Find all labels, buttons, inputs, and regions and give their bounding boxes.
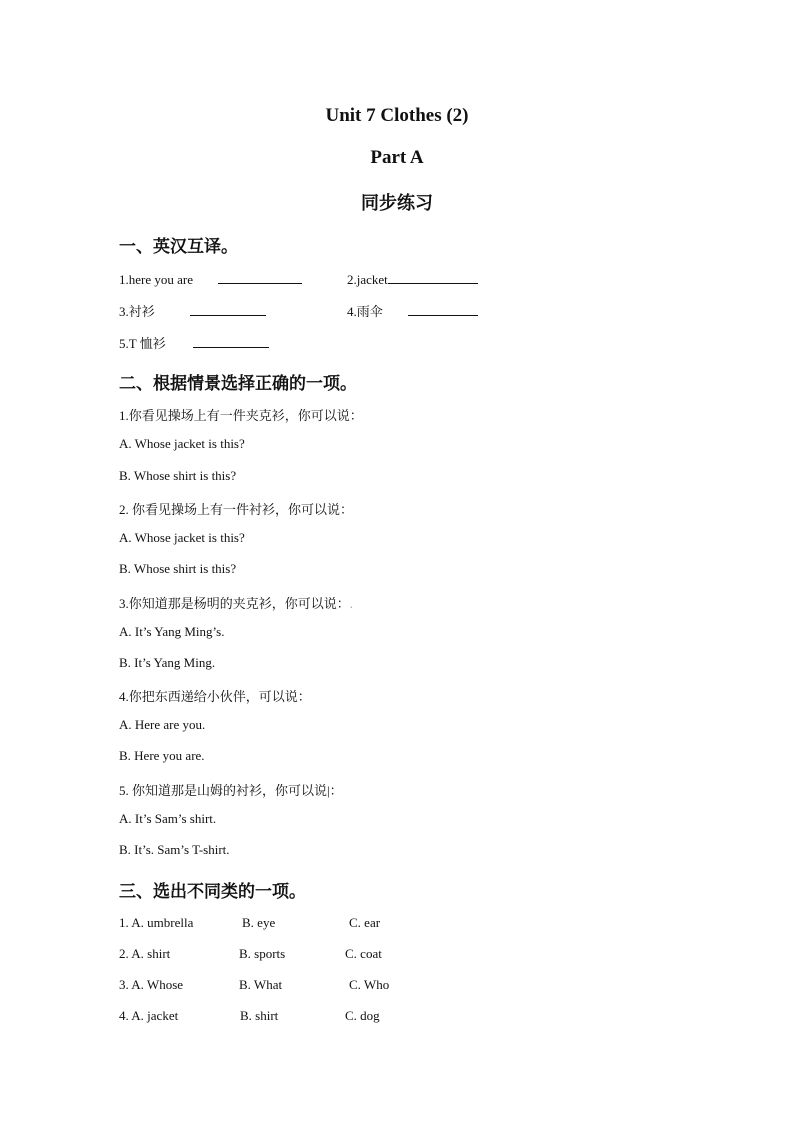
- subtitle: 同步练习: [361, 193, 433, 214]
- s2-option-2a[interactable]: A. Whose jacket is this?: [119, 530, 245, 545]
- s1-item-4: [347, 301, 478, 320]
- s1-item-5: [119, 333, 269, 352]
- s2-option-1b[interactable]: B. Whose shirt is this?: [119, 468, 237, 483]
- answer-blank[interactable]: [193, 334, 269, 348]
- answer-blank[interactable]: [408, 302, 478, 316]
- s1-item-3-label: 3.衬衫: [119, 304, 155, 319]
- section3-heading: 三、选出不同类的一项。: [119, 882, 306, 902]
- answer-blank[interactable]: [388, 270, 478, 284]
- s3-row-2-b[interactable]: B. sports: [239, 946, 286, 961]
- s3-row-2-c[interactable]: C. coat: [345, 946, 382, 961]
- s1-item-1: [119, 270, 302, 288]
- section2-heading: 二、根据情景选择正确的一项。: [119, 374, 357, 394]
- section1-heading: 一、英汉互译。: [119, 237, 238, 257]
- s1-item-4-label: 4.雨伞: [347, 304, 383, 319]
- s1-item-2: [347, 270, 478, 288]
- page-title: Unit 7 Clothes (2): [325, 105, 469, 126]
- s2-option-1a[interactable]: A. Whose jacket is this?: [119, 436, 245, 451]
- s1-item-1-label: 1.here you are: [119, 272, 193, 287]
- s2-question-3: [119, 593, 353, 612]
- s2-option-5b[interactable]: B. It’s. Sam’s T-shirt.: [119, 842, 230, 857]
- s3-row-4-a[interactable]: 4. A. jacket: [119, 1008, 179, 1023]
- s2-option-3b[interactable]: B. It’s Yang Ming.: [119, 655, 216, 670]
- s3-row-4-c[interactable]: C. dog: [345, 1008, 380, 1023]
- s1-item-5-label: 5.T 恤衫: [119, 336, 166, 351]
- s2-question-1: 1.你看见操场上有一件夹克衫，你可以说：: [119, 408, 363, 423]
- answer-blank[interactable]: [190, 302, 266, 316]
- s2-option-5a[interactable]: A. It’s Sam’s shirt.: [119, 811, 217, 826]
- s3-row-1-b[interactable]: B. eye: [242, 915, 276, 930]
- s2-question-2: 2. 你看见操场上有一件衬衫，你可以说：: [119, 502, 354, 517]
- s3-row-1-c[interactable]: C. ear: [349, 915, 381, 930]
- part-title: Part A: [370, 147, 424, 168]
- mark-dot: .: [349, 596, 354, 611]
- s2-option-3a[interactable]: A. It’s Yang Ming’s.: [119, 624, 225, 639]
- s3-row-1-a[interactable]: 1. A. umbrella: [119, 915, 194, 930]
- s2-question-5: 5. 你知道那是山姆的衬衫，你可以说|：: [119, 783, 343, 798]
- s3-row-3-c[interactable]: C. Who: [349, 977, 390, 992]
- s2-option-4b[interactable]: B. Here you are.: [119, 748, 205, 763]
- s2-option-4a[interactable]: A. Here are you.: [119, 717, 206, 732]
- s2-question-3-text: 3.你知道那是杨明的夹克衫，你可以说：: [119, 596, 350, 611]
- s1-item-3: [119, 301, 266, 320]
- s3-row-3-b[interactable]: B. What: [239, 977, 283, 992]
- s2-option-2b[interactable]: B. Whose shirt is this?: [119, 561, 237, 576]
- answer-blank[interactable]: [218, 270, 302, 284]
- s3-row-4-b[interactable]: B. shirt: [240, 1008, 279, 1023]
- s3-row-2-a[interactable]: 2. A. shirt: [119, 946, 171, 961]
- s2-question-4: 4.你把东西递给小伙伴，可以说：: [119, 689, 311, 704]
- s1-item-2-label: 2.jacket: [347, 272, 388, 287]
- s3-row-3-a[interactable]: 3. A. Whose: [119, 977, 184, 992]
